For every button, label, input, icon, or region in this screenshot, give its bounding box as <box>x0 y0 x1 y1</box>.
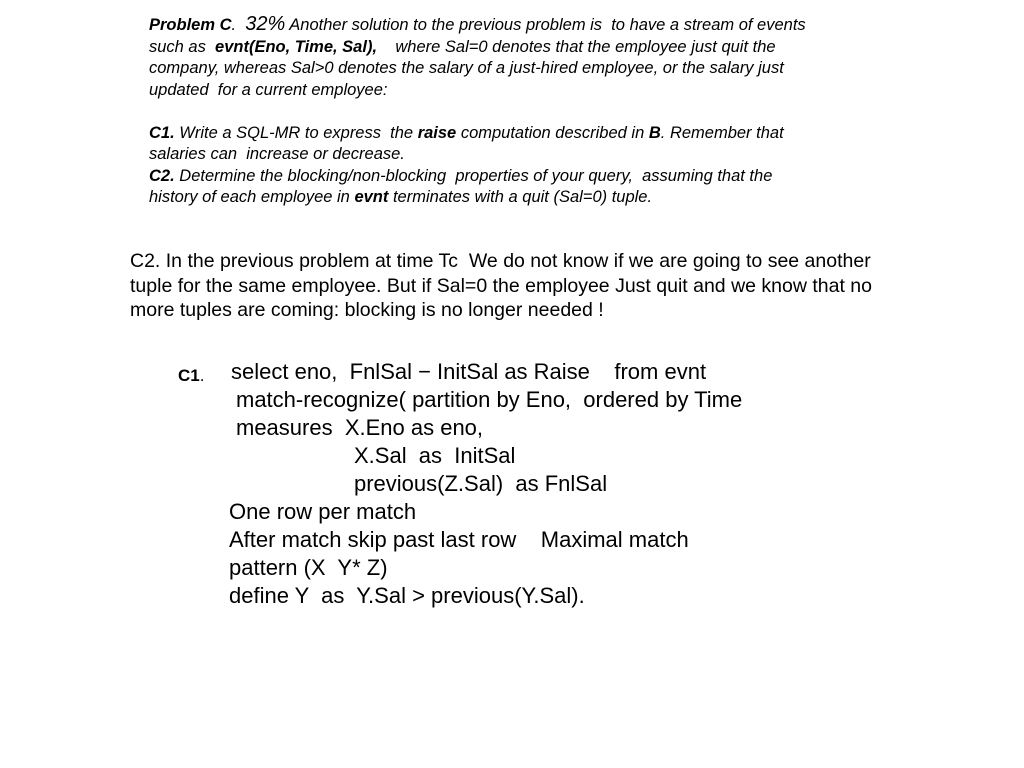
problem-c2-label: C2. <box>149 166 175 185</box>
sql-line-4: X.Sal as InitSal <box>354 443 516 468</box>
c1-answer <box>0 358 1024 618</box>
sql-line-9: define Y as Y.Sal > previous(Y.Sal). <box>229 583 585 608</box>
problem-c1-a: Write a SQL-MR to express the <box>174 123 418 142</box>
problem-line-2 <box>149 37 889 59</box>
problem-line-2-a: such as <box>149 37 216 56</box>
c1-label: C1 <box>178 366 200 385</box>
problem-c2-line-2-c: terminates with a quit (Sal=0) tuple. <box>388 188 653 206</box>
problem-c2-line <box>149 166 889 188</box>
problem-c2-line-2-a: history of each employee in <box>149 188 355 206</box>
problem-c1-raise: raise <box>417 123 457 142</box>
problem-statement <box>149 14 889 209</box>
problem-heading-line <box>149 14 889 37</box>
problem-heading-label: Problem C <box>149 16 232 34</box>
problem-line-2-c: where Sal=0 denotes that the employee just quit the <box>377 37 776 56</box>
c2-answer-line-2: tuple for the same employee. But if Sal=0 the employee Just quit and we know that no <box>130 274 872 297</box>
problem-line-3: company, whereas Sal>0 denotes the salary of a just-hired employee, or the salary just <box>149 59 784 77</box>
problem-heading-text: Another solution to the previous problem is to have a stream of events <box>285 16 806 34</box>
problem-c1-line-2: salaries can increase or decrease. <box>149 145 405 163</box>
problem-c1-c: computation described in <box>456 123 649 142</box>
problem-c1-line <box>149 123 889 145</box>
problem-c2-text: Determine the blocking/non-blocking properties of your query, assuming that the <box>174 166 773 185</box>
problem-spacer <box>149 101 889 123</box>
problem-line-4: updated for a current employee: <box>149 80 388 99</box>
sql-line-1: select eno, FnlSal − InitSal as Raise from evnt <box>231 359 707 384</box>
c2-answer-line-3: more tuples are coming: blocking is no longer needed ! <box>130 299 604 321</box>
sql-line-2: match-recognize( partition by Eno, ordered by Time <box>236 387 743 412</box>
sql-line-7: After match skip past last row Maximal match <box>229 527 689 552</box>
c1-label-dot: . <box>199 366 205 385</box>
problem-c1-b-ref: B <box>648 123 661 142</box>
sql-line-6: One row per match <box>229 499 417 524</box>
problem-c2-evnt: evnt <box>354 188 389 206</box>
sql-line-5: previous(Z.Sal) as FnlSal <box>354 471 608 496</box>
problem-weight: 32% <box>245 13 286 35</box>
problem-schema: evnt(Eno, Time, Sal), <box>215 37 378 56</box>
c2-answer-line-1: C2. In the previous problem at time Tc We do not know if we are going to see another <box>130 250 871 272</box>
problem-heading-dot: . <box>231 16 237 34</box>
sql-line-3: measures X.Eno as eno, <box>236 415 484 440</box>
problem-c1-e: . Remember that <box>660 123 784 142</box>
problem-c1-label: C1. <box>149 123 175 142</box>
c2-answer <box>130 249 950 323</box>
problem-c2-line-2 <box>149 187 889 209</box>
c1-answer-label <box>178 360 204 390</box>
sql-line-8: pattern (X Y* Z) <box>229 555 388 580</box>
